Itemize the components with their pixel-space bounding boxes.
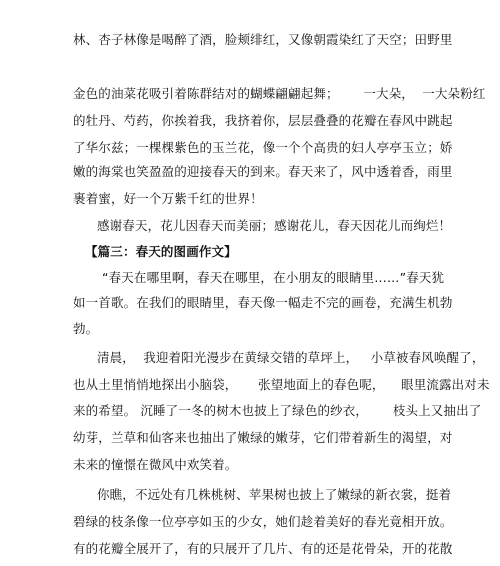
- paragraph-line: 嫩的海棠也笑盈盈的迎接春天的到来。春天来了，风中透着香，雨里: [73, 164, 453, 179]
- paragraph-line: 有的花瓣全展开了，有的只展开了几片、有的还是花骨朵，开的花散: [73, 541, 453, 556]
- paragraph-line: 幼芽，兰草和仙客来也抽出了嫩绿的嫩芽，它们带着新生的渴望，对: [73, 430, 453, 445]
- paragraph-line: 感谢春天，花儿因春天而美丽；感谢花儿，春天因花儿而绚烂！: [97, 218, 452, 233]
- paragraph-line: 清晨， 我迎着阳光漫步在黄绿交错的草坪上， 小草被春风唤醒了，: [97, 350, 485, 365]
- paragraph-line: 勃。: [73, 321, 99, 336]
- paragraph-line: 来的希望。 沉睡了一冬的树木也披上了绿色的纱衣， 枝头上又抽出了: [73, 403, 482, 418]
- paragraph-line: 碧绿的枝条像一位亭亭如玉的少女，她们趁着美好的春光竟相开放。: [73, 514, 453, 529]
- paragraph-line: “春天在哪里啊，春天在哪里，在小朋友的眼睛里……”春天犹: [102, 270, 445, 285]
- paragraph-line: 金色的油菜花吸引着陈群结对的蝴蝶翩翩起舞； 一大朵， 一大朵粉红: [73, 86, 486, 101]
- paragraph-line: 也从土里悄悄地探出小脑袋， 张望地面上的春色呢， 眼里流露出对未: [73, 377, 490, 392]
- paragraph-line: 你瞧，不远处有几株桃树、苹果树也披上了嫩绿的新衣裳，挺着: [97, 487, 452, 502]
- paragraph-line: 的牡丹、芍药，你挨着我，我挤着你，层层叠叠的花瓣在春风中跳起: [73, 113, 453, 128]
- paragraph-line: 裹着蜜，好一个万紫千红的世界！: [73, 191, 263, 206]
- section-heading: 【篇三：春天的图画作文】: [85, 244, 237, 259]
- paragraph-line: 了华尔兹；一棵棵紫色的玉兰花，像一个个高贵的妇人亭亭玉立；娇: [73, 140, 453, 155]
- paragraph-line: 林、杏子林像是喝醉了酒，脸颊绯红，又像朝霞染红了天空；田野里: [73, 32, 453, 47]
- paragraph-line: 如一首歌。在我们的眼睛里，春天像一幅走不完的画卷，充满生机勃: [73, 295, 453, 310]
- paragraph-line: 未来的憧憬在微风中欢笑着。: [73, 457, 238, 472]
